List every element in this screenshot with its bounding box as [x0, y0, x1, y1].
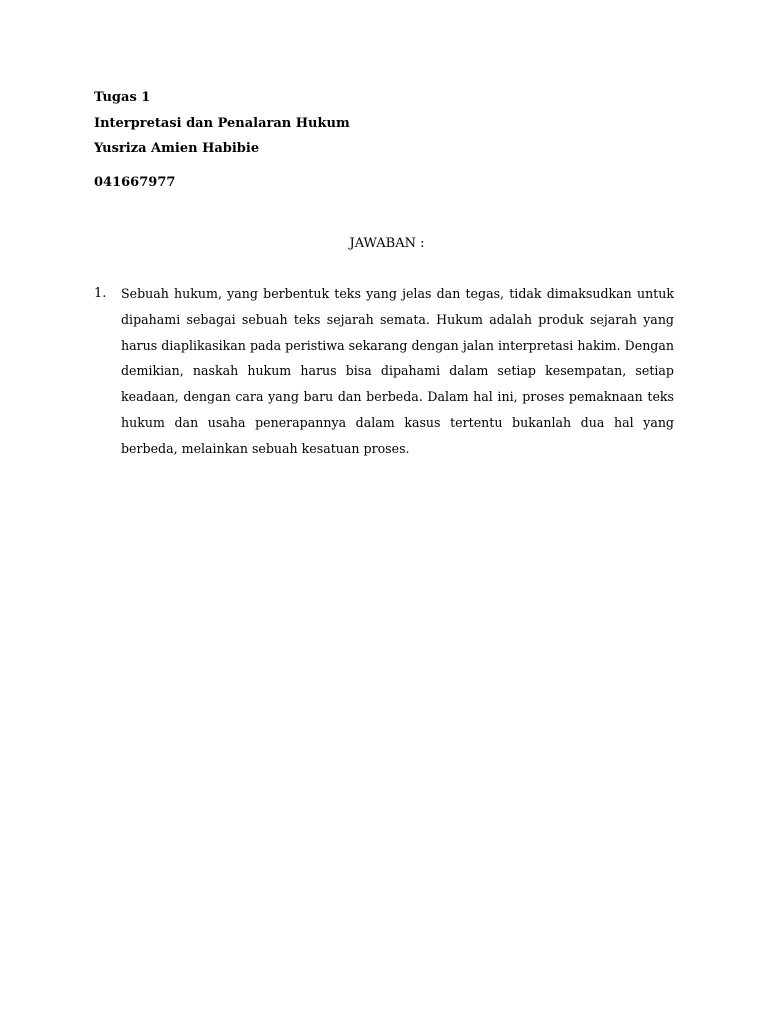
student-name: Yusriza Amien Habibie: [94, 141, 260, 156]
answer-heading: JAWABAN :: [349, 236, 425, 251]
answer-text: Sebuah hukum, yang berbentuk teks yang jelas dan tegas, tidak dimaksudkan untuk dipahami sebagai sebuah teks sejarah semata. Hukum adalah produk sejarah yang harus diaplikasikan pada peristiwa sekarang dengan jalan interpretasi hakim. Dengan demikian, naskah hukum harus bisa dipahami dalam setiap kesempatan, setiap keadaan, dengan cara yang baru dan berbeda. Dalam hal ini, proses pemaknaan teks hukum dan usaha penerapannya dalam kasus tertentu bukanlah dua hal yang berbeda, melainkan sebuah kesatuan proses.: [121, 286, 674, 456]
student-id: 041667977: [94, 174, 176, 190]
document-header: [94, 85, 514, 195]
answer-number: 1.: [94, 286, 107, 301]
assignment-title: Tugas 1: [94, 90, 151, 105]
course-title: Interpretasi dan Penalaran Hukum: [94, 115, 350, 131]
answer-item: [94, 281, 674, 462]
answer-list: [94, 281, 674, 462]
